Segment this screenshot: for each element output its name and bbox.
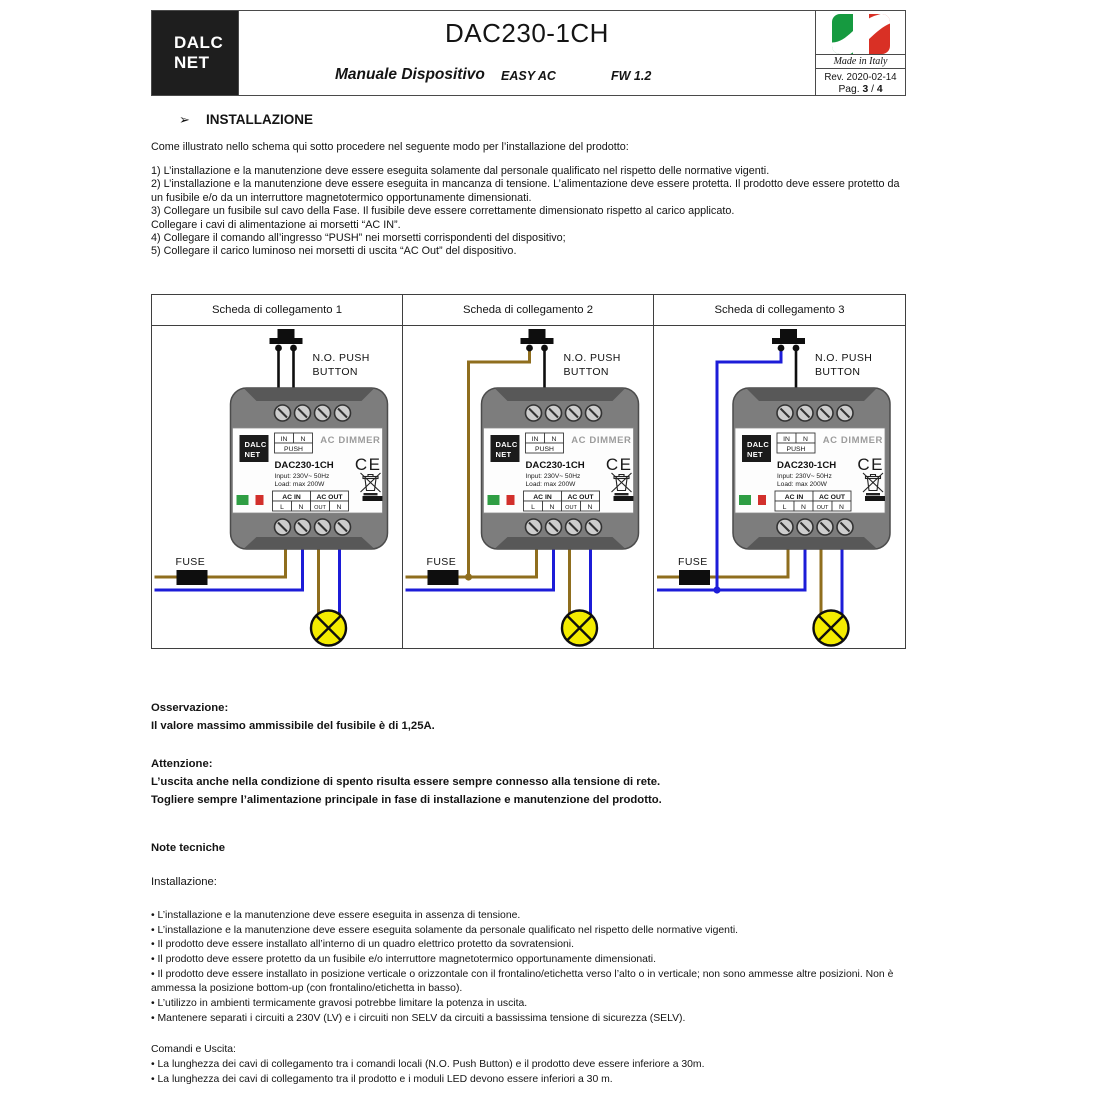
fuse-icon xyxy=(679,570,710,585)
dimmer-device xyxy=(482,388,639,549)
step-line: Collegare i cavi di alimentazione ai morsetti “AC IN”. xyxy=(151,218,401,231)
terminal-l-label: L xyxy=(782,503,787,511)
fuse-label: FUSE xyxy=(426,555,457,568)
push-button-label-line2: BUTTON xyxy=(563,365,609,378)
wiring-diagram-grid xyxy=(151,294,906,649)
revision-box xyxy=(816,68,905,95)
document-header xyxy=(151,10,906,96)
comandi-block xyxy=(151,1043,906,1087)
device-model-label: DAC230-1CH xyxy=(274,459,334,471)
installazione-subtitle: Installazione: xyxy=(151,875,217,888)
screw-terminal xyxy=(335,405,351,421)
screw-terminal xyxy=(315,519,331,535)
ac-in-label: AC IN xyxy=(784,493,804,501)
device-brand-line1: DALC xyxy=(244,439,267,449)
manual-subtitle: Manuale Dispositivo xyxy=(335,66,485,83)
dimmer-device xyxy=(733,388,890,549)
ac-out-label: AC OUT xyxy=(818,493,846,501)
device-black-mark xyxy=(614,496,634,501)
screw-terminal xyxy=(586,519,602,535)
fuse-icon xyxy=(177,570,208,585)
panel-drawing xyxy=(152,326,402,648)
document-page xyxy=(151,0,906,1088)
header-info-cell xyxy=(815,11,905,95)
push-button-icon xyxy=(270,329,303,351)
device-black-mark xyxy=(865,496,885,501)
screw-terminal xyxy=(817,405,833,421)
terminal-push-label: PUSH xyxy=(535,445,554,453)
terminal-out-label: OUT xyxy=(565,504,577,511)
device-model-label: DAC230-1CH xyxy=(525,459,585,471)
green-led xyxy=(488,495,500,505)
screw-terminal xyxy=(837,519,853,535)
terminal-in-label: IN xyxy=(280,435,288,443)
terminal-in-label: IN xyxy=(531,435,539,443)
terminal-out-label: OUT xyxy=(314,504,326,511)
device-model-label: DAC230-1CH xyxy=(777,459,837,471)
attenzione-title: Attenzione: xyxy=(151,757,213,770)
ac-out-label: AC OUT xyxy=(316,493,343,501)
phase-in-wire xyxy=(406,546,537,577)
device-brand-line2: NET xyxy=(244,449,261,459)
push-button-label-line1: N.O. PUSH xyxy=(815,351,873,364)
ac-terminal-table xyxy=(524,491,600,511)
device-input-spec: Input: 230V~ 50Hz xyxy=(525,472,581,480)
phase-in-wire xyxy=(657,546,788,577)
fuse-icon xyxy=(428,570,459,585)
device-input-spec: Input: 230V~ 50Hz xyxy=(777,472,832,480)
header-title-cell xyxy=(239,11,815,95)
push-button-label-line1: N.O. PUSH xyxy=(312,351,370,364)
green-led xyxy=(237,495,249,505)
red-led xyxy=(507,495,515,505)
junction-dot xyxy=(713,586,720,593)
ac-in-label: AC IN xyxy=(533,493,552,501)
lamp-icon xyxy=(562,610,597,645)
device-input-spec: Input: 230V~ 50Hz xyxy=(274,472,330,480)
screw-terminal xyxy=(295,405,311,421)
logo-line1: DALC xyxy=(174,33,224,53)
device-type-label: AC DIMMER xyxy=(320,434,381,446)
terminal-push-label: PUSH xyxy=(786,445,806,453)
bullet-line: • L’installazione e la manutenzione deve essere eseguita solamente da personale qualificato nel rispetto delle normative vigenti. xyxy=(151,924,739,936)
bullet-line: • Mantenere separati i circuiti a 230V (LV) e i circuiti non SELV da circuiti a bassissima tensione di sicurezza (SELV). xyxy=(151,1012,686,1024)
made-in-italy-label: Made in Italy xyxy=(816,54,905,68)
screw-terminal xyxy=(546,405,562,421)
ac-terminal-table xyxy=(273,491,349,511)
bullet-line: • Il prodotto deve essere installato all’interno di un quadro elettrico protetto da sovratensioni. xyxy=(151,939,574,951)
screw-terminal xyxy=(546,519,562,535)
fuse-label: FUSE xyxy=(678,555,708,568)
logo-line2: NET xyxy=(174,53,210,72)
terminal-n2-label: N xyxy=(336,503,342,511)
push-button-label-line1: N.O. PUSH xyxy=(563,351,621,364)
diagram-panel-3 xyxy=(654,295,905,648)
section-heading xyxy=(179,112,906,128)
dalcnet-logo xyxy=(152,11,239,95)
installation-steps xyxy=(151,165,906,259)
page-number: Pag. 3 / 4 xyxy=(838,84,883,95)
bullet-line: • La lunghezza dei cavi di collegamento tra i comandi locali (N.O. Push Button) e il prodotto deve essere inferiore a 30m. xyxy=(151,1059,705,1071)
panel-title: Scheda di collegamento 3 xyxy=(654,295,905,326)
screw-terminal xyxy=(566,519,582,535)
screw-terminal xyxy=(526,405,542,421)
arrow-bullet-icon: ➢ xyxy=(179,112,190,127)
bullet-line: • L’installazione e la manutenzione deve essere eseguita in assenza di tensione. xyxy=(151,909,521,921)
red-led xyxy=(758,495,766,505)
device-type-label: AC DIMMER xyxy=(571,434,632,446)
device-brand-line2: NET xyxy=(495,449,512,459)
terminal-l-label: L xyxy=(280,503,284,511)
terminal-n2-label: N xyxy=(839,503,844,511)
intro-paragraph: Come illustrato nello schema qui sotto procedere nel seguente modo per l’installazione del prodotto: xyxy=(151,141,629,153)
revision-label: Rev. 2020-02-14 xyxy=(824,72,897,83)
screw-terminal xyxy=(586,405,602,421)
push-button-icon xyxy=(521,329,554,351)
terminal-in-label: IN xyxy=(783,435,790,443)
terminal-n-label: N xyxy=(549,503,555,511)
push-terminal-table xyxy=(526,433,564,453)
terminal-n-label: N xyxy=(803,435,808,443)
panel-drawing xyxy=(403,326,653,648)
screw-terminal xyxy=(837,405,853,421)
panel-title: Scheda di collegamento 1 xyxy=(152,295,402,326)
osservazione-block xyxy=(151,699,906,735)
italy-flag-icon xyxy=(816,11,905,54)
terminal-n-label: N xyxy=(300,435,306,443)
terminal-n-label: N xyxy=(801,503,806,511)
screw-terminal xyxy=(275,405,291,421)
terminal-l-label: L xyxy=(531,503,535,511)
bullet-line: • Il prodotto deve essere installato in posizione verticale o orizzontale con il frontalino/etichetta verso l’alto o in verticale; non sono ammesse altre posizioni. Non è ammessa la posizione bottom-up (con frontalino/etichetta in basso). xyxy=(151,968,894,995)
device-brand-line1: DALC xyxy=(747,439,770,449)
page-title: DAC230-1CH xyxy=(445,18,609,48)
screw-terminal xyxy=(295,519,311,535)
panel-drawing xyxy=(654,326,905,648)
device-load-spec: Load: max 200W xyxy=(274,480,325,488)
step-line: 1) L’installazione e la manutenzione deve essere eseguita solamente dal personale qualificato nel rispetto delle normative vigenti. xyxy=(151,165,770,177)
device-brand-line1: DALC xyxy=(495,439,518,449)
fuse-label: FUSE xyxy=(175,555,206,568)
wiring-diagram xyxy=(654,326,905,648)
terminal-out-label: OUT xyxy=(816,504,829,511)
terminal-n-label: N xyxy=(298,503,304,511)
phase-in-wire xyxy=(155,546,286,577)
terminal-n-label: N xyxy=(551,435,557,443)
ce-mark: CE xyxy=(354,454,382,474)
terminal-push-label: PUSH xyxy=(284,445,303,453)
note-tecniche-title: Note tecniche xyxy=(151,841,226,854)
screw-terminal xyxy=(797,519,813,535)
screw-terminal xyxy=(777,519,793,535)
installation-bullets xyxy=(151,909,906,1027)
screw-terminal xyxy=(797,405,813,421)
step-line: 4) Collegare il comando all’ingresso “PUSH” nei morsetti corrispondenti del dispositivo; xyxy=(151,232,566,245)
step-line: 5) Collegare il carico luminoso nei morsetti di uscita “AC Out” del dispositivo. xyxy=(151,245,517,258)
ac-out-label: AC OUT xyxy=(567,493,594,501)
step-line: 2) L’installazione e la manutenzione deve essere eseguita in mancanza di tensione. L’alimentazione deve essere protetta. Il prodotto deve essere protetto da un fusibile e/o da un interruttore magnetotermico opportunamente dimensionati. xyxy=(151,178,900,204)
section-heading-label: INSTALLAZIONE xyxy=(206,112,313,127)
green-led xyxy=(739,495,751,505)
osservazione-title: Osservazione: xyxy=(151,701,229,714)
wiring-diagram xyxy=(152,326,402,648)
attenzione-block xyxy=(151,755,906,809)
comandi-title: Comandi e Uscita: xyxy=(151,1044,236,1056)
device-brand-line2: NET xyxy=(747,449,763,459)
device-load-spec: Load: max 200W xyxy=(525,480,576,488)
attenzione-line: Togliere sempre l’alimentazione principale in fase di installazione e manutenzione del prodotto. xyxy=(151,793,662,806)
ce-mark: CE xyxy=(857,454,884,474)
panel-title: Scheda di collegamento 2 xyxy=(403,295,653,326)
push-button-label-line2: BUTTON xyxy=(312,365,358,378)
bullet-line: • La lunghezza dei cavi di collegamento tra il prodotto e i moduli LED devono essere inferiori a 30 m. xyxy=(151,1074,613,1086)
bullet-line: • Il prodotto deve essere protetto da un fusibile e/o interruttore magnetotermico opportunamente dimensionati. xyxy=(151,953,656,965)
device-black-mark xyxy=(363,496,383,501)
attenzione-line: L’uscita anche nella condizione di spento risulta essere sempre connesso alla tensione di rete. xyxy=(151,775,661,788)
push-terminal-table xyxy=(275,433,313,453)
push-button-label-line2: BUTTON xyxy=(815,365,861,378)
junction-dot xyxy=(465,573,472,580)
screw-terminal xyxy=(275,519,291,535)
push-terminal-table xyxy=(777,433,815,453)
screw-terminal xyxy=(817,519,833,535)
screw-terminal xyxy=(526,519,542,535)
ac-terminal-table xyxy=(775,491,851,511)
diagram-panel-2 xyxy=(403,295,654,648)
wiring-diagram xyxy=(403,326,653,648)
step-line: 3) Collegare un fusibile sul cavo della Fase. Il fusibile deve essere correttamente dimensionato rispetto al carico applicato. xyxy=(151,205,735,218)
push-button-icon xyxy=(772,329,805,351)
diagram-panel-1 xyxy=(152,295,403,648)
screw-terminal xyxy=(566,405,582,421)
terminal-n2-label: N xyxy=(587,503,593,511)
dimmer-device xyxy=(231,388,388,549)
lamp-icon xyxy=(311,610,346,645)
screw-terminal xyxy=(315,405,331,421)
ac-in-label: AC IN xyxy=(282,493,301,501)
lamp-icon xyxy=(814,610,849,645)
screw-terminal xyxy=(777,405,793,421)
bullet-line: • L’utilizzo in ambienti termicamente gravosi potrebbe limitare la potenza in uscita. xyxy=(151,998,528,1010)
device-type-label: AC DIMMER xyxy=(822,434,883,446)
device-load-spec: Load: max 200W xyxy=(777,480,827,488)
osservazione-text: Il valore massimo ammissibile del fusibile è di 1,25A. xyxy=(151,719,435,732)
screw-terminal xyxy=(335,519,351,535)
product-family: EASY AC xyxy=(501,69,556,83)
red-led xyxy=(256,495,264,505)
firmware-version: FW 1.2 xyxy=(611,69,652,83)
ce-mark: CE xyxy=(605,454,633,474)
